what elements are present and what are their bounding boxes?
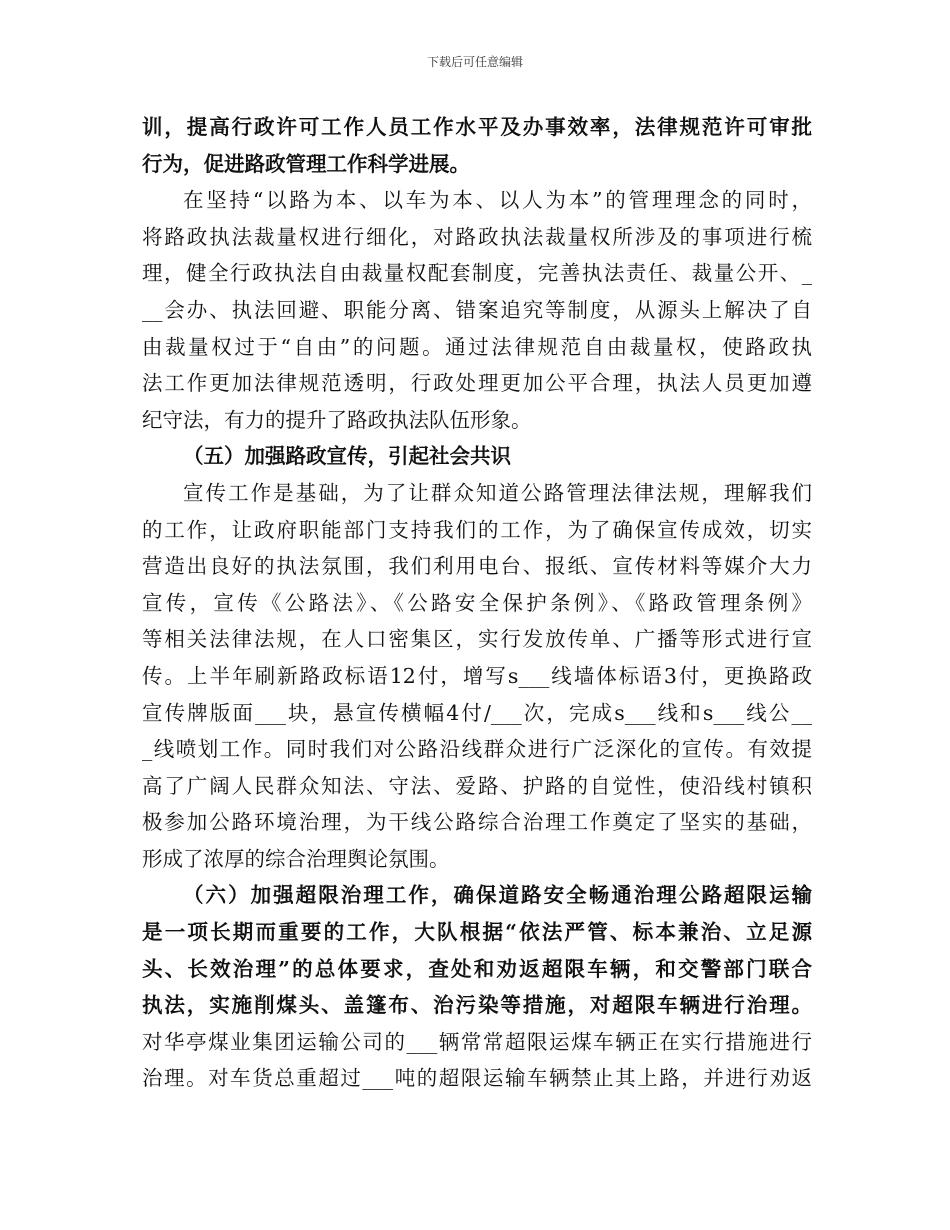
text-line: 头、长效治理”的总体要求，查处和劝返超限车辆，和交警部门联合 bbox=[142, 956, 812, 981]
paragraph-1 bbox=[142, 109, 812, 182]
paragraph-3 bbox=[142, 475, 812, 878]
section-heading-5 bbox=[142, 438, 812, 475]
text-line: 理，健全行政执法自由裁量权配套制度，完善执法责任、裁量公开、_ bbox=[142, 261, 812, 286]
text-line: 由裁量权过于“自由”的问题。通过法律规范自由裁量权，使路政执 bbox=[142, 334, 812, 359]
text-line: 在坚持“以路为本、以车为本、以人为本”的管理理念的同时， bbox=[183, 188, 812, 213]
text-line: 治理。对车货总重超过___吨的超限运输车辆禁止其上路，并进行劝返 bbox=[142, 1066, 812, 1091]
text-line: 行为，促进路政管理工作科学进展。 bbox=[142, 151, 470, 176]
text-line: 执法，实施削煤头、盖篷布、治污染等措施，对超限车辆进行治理。 bbox=[142, 993, 812, 1018]
text-line: 是一项长期而重要的工作，大队根据“依法严管、标本兼治、立足源 bbox=[142, 920, 812, 945]
text-line: 宣传，宣传《公路法》、《公路安全保护条例》、《路政管理条例》 bbox=[142, 590, 812, 615]
text-line: 纪守法，有力的提升了路政执法队伍形象。 bbox=[142, 407, 532, 432]
text-line: 营造出良好的执法氛围，我们利用电台、报纸、宣传材料等媒介大力 bbox=[142, 554, 812, 579]
document-body bbox=[142, 109, 812, 1097]
text-line: 训，提高行政许可工作人员工作水平及办事效率，法律规范许可审批 bbox=[142, 115, 812, 139]
text-line: 高了广阔人民群众知法、守法、爱路、护路的自觉性，使沿线村镇积 bbox=[142, 773, 812, 798]
paragraph-4 bbox=[142, 877, 812, 1023]
text-line: 的工作，让政府职能部门支持我们的工作，为了确保宣传成效，切实 bbox=[142, 517, 812, 542]
text-line: 极参加公路环境治理，为干线公路综合治理工作奠定了坚实的基础， bbox=[142, 810, 812, 835]
page-header: 下载后可任意编辑 bbox=[426, 55, 523, 69]
paragraph-5 bbox=[142, 1024, 812, 1097]
text-line: 传。上半年刷新路政标语12付，增写s___线墙体标语3付，更换路政 bbox=[142, 663, 812, 688]
text-line: 形成了浓厚的综合治理舆论氛围。 bbox=[142, 846, 450, 871]
paragraph-2 bbox=[142, 182, 812, 438]
text-line: __会办、执法回避、职能分离、错案追究等制度，从源头上解决了自 bbox=[142, 297, 812, 322]
text-line: 将路政执法裁量权进行细化，对路政执法裁量权所涉及的事项进行梳 bbox=[142, 224, 812, 249]
text-line: 法工作更加法律规范透明，行政处理更加公平合理，执法人员更加遵 bbox=[142, 371, 812, 396]
section-heading: （五）加强路政宣传，引起社会共识 bbox=[183, 444, 511, 469]
text-line: 宣传牌版面___块，悬宣传横幅4付/___次，完成s___线和s___线公__ bbox=[142, 700, 812, 725]
text-line: 宣传工作是基础，为了让群众知道公路管理法律法规，理解我们 bbox=[183, 480, 812, 505]
text-line: _线喷划工作。同时我们对公路沿线群众进行广泛深化的宣传。有效提 bbox=[142, 737, 812, 762]
text-line: 对华亭煤业集团运输公司的___辆常常超限运煤车辆正在实行措施进行 bbox=[142, 1029, 812, 1054]
text-line: （六）加强超限治理工作，确保道路安全畅通治理公路超限运输 bbox=[183, 883, 812, 908]
text-line: 等相关法律法规，在人口密集区，实行发放传单、广播等形式进行宣 bbox=[142, 627, 812, 652]
